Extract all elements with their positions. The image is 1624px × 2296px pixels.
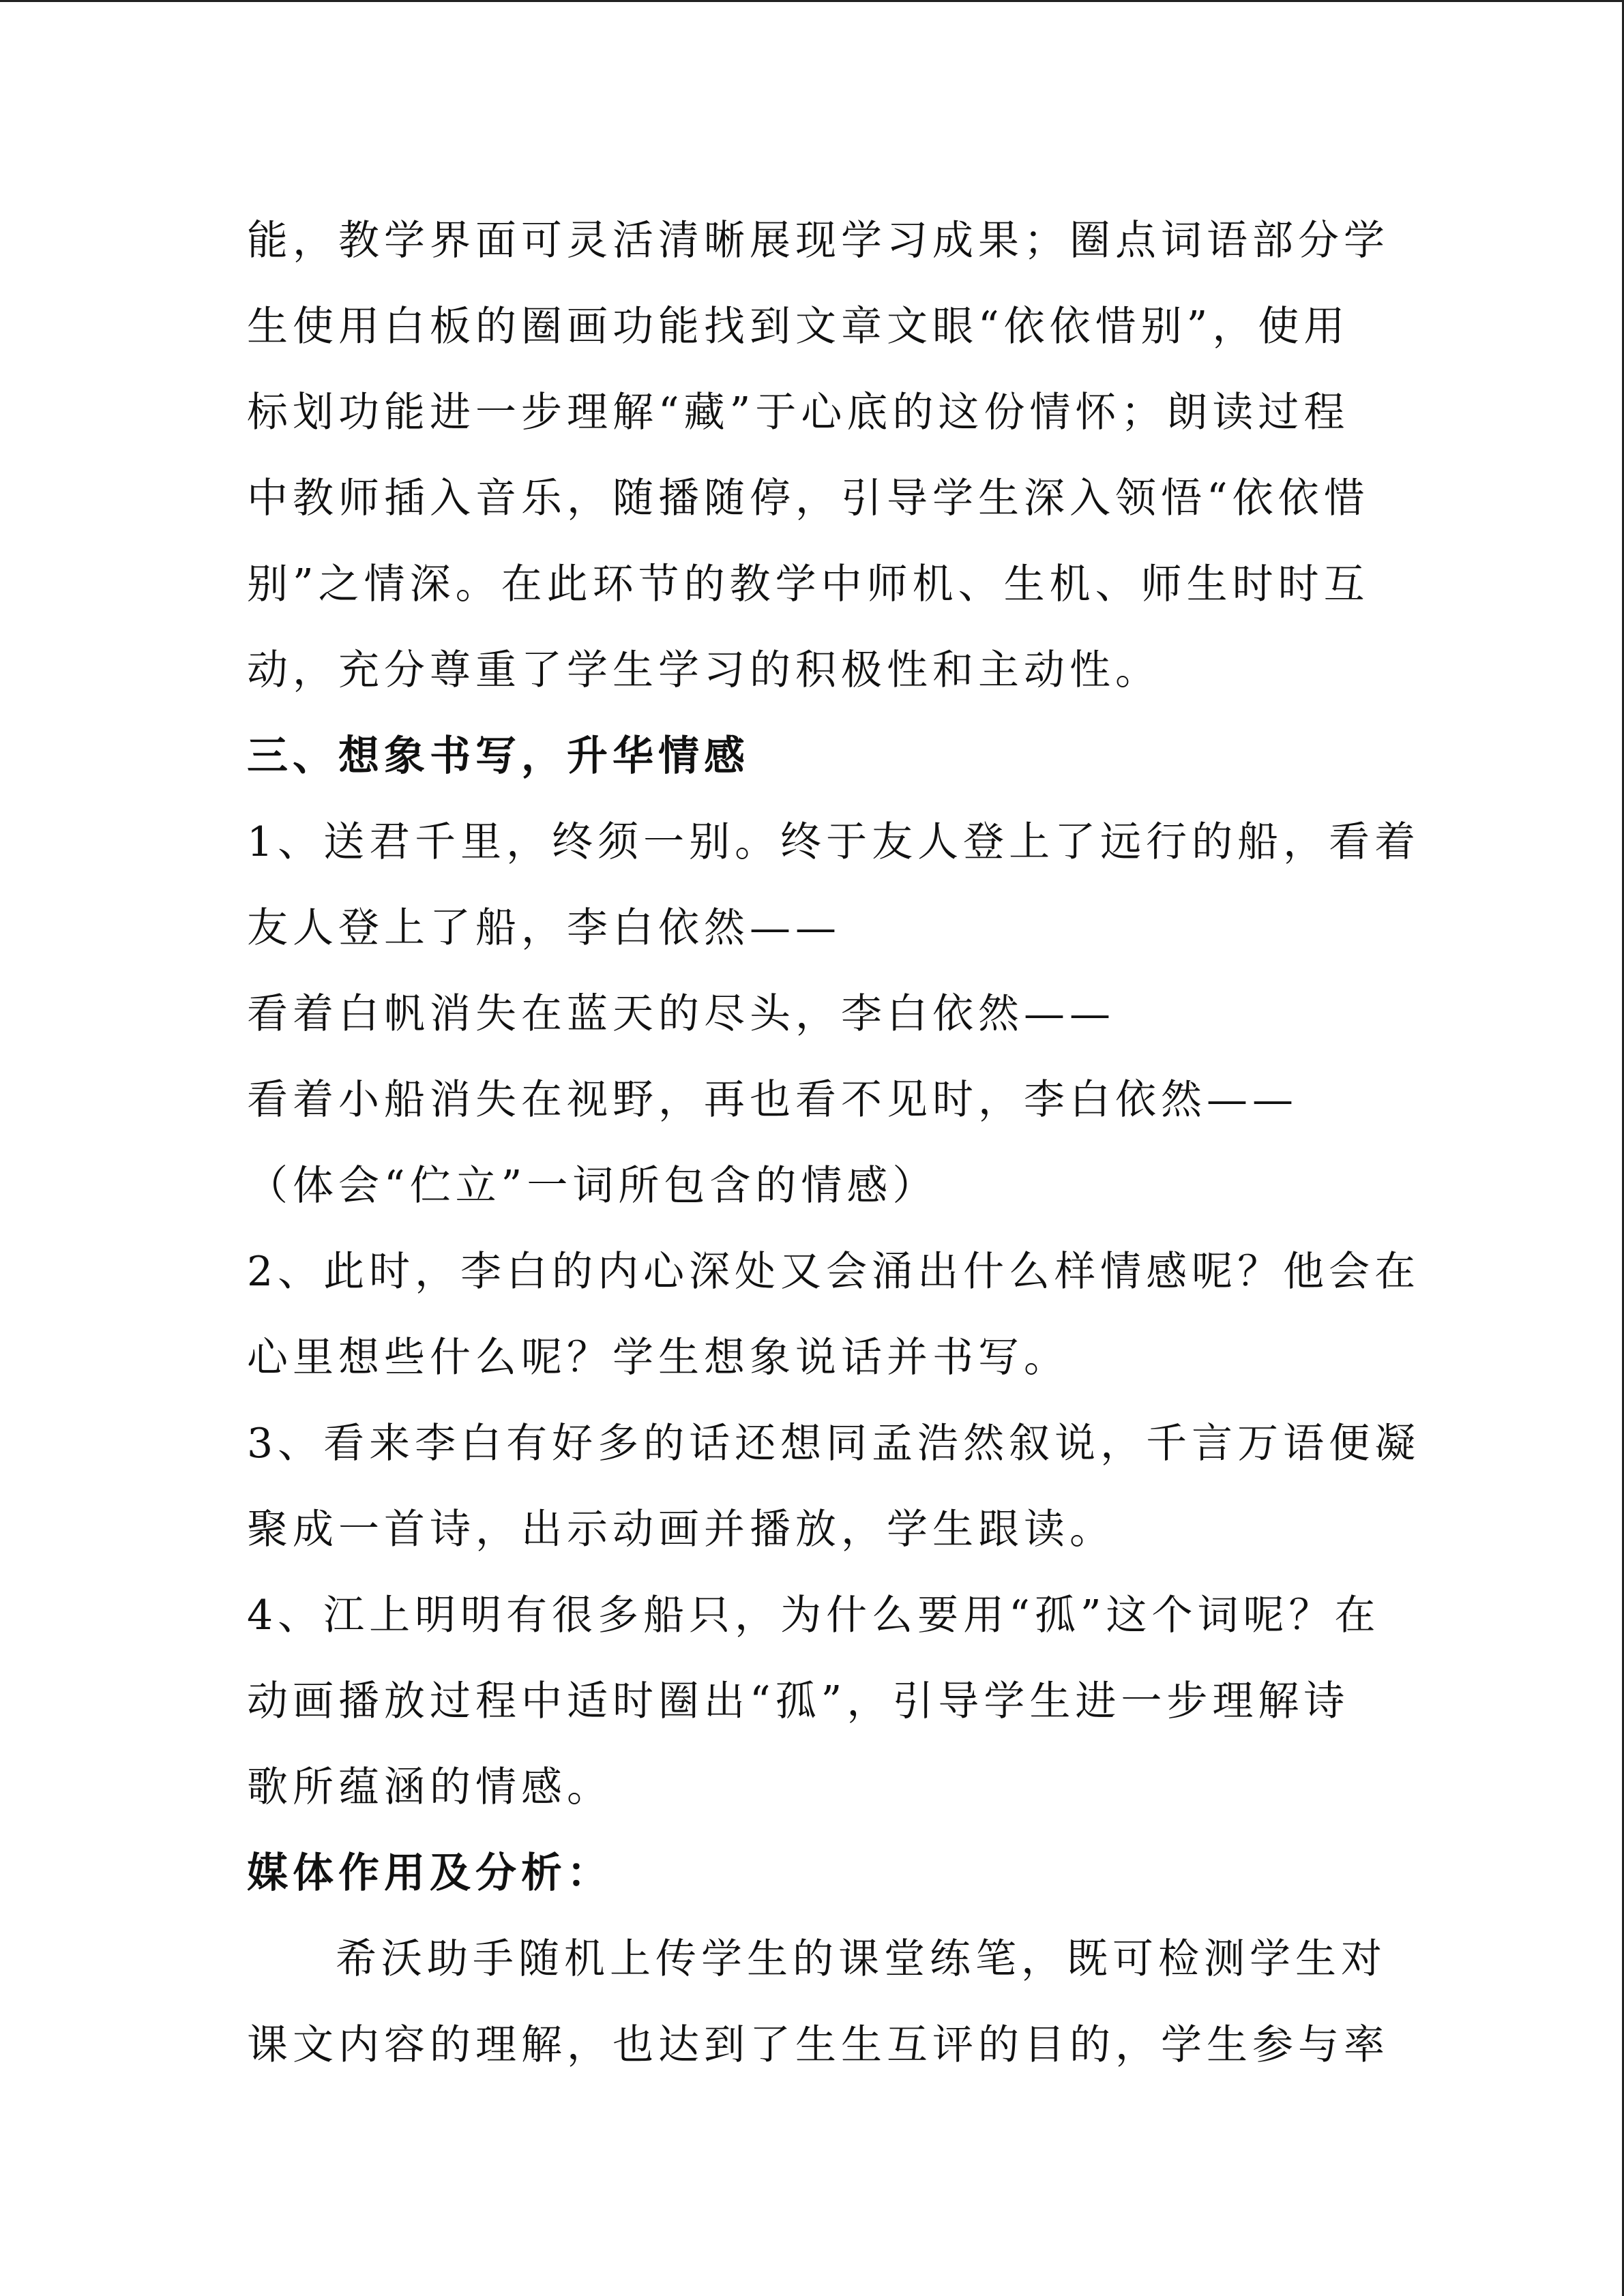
- body-line: 希沃助手随机上传学生的课堂练笔，既可检测学生对: [336, 1935, 1387, 1983]
- body-line: 中教师插入音乐，随播随停，引导学生深入领悟“依依惜: [247, 475, 1370, 522]
- body-line: 看着小船消失在视野，再也看不见时，李白依然——: [247, 1076, 1298, 1124]
- list-item-line: 3、看来李白有好多的话还想同孟浩然叙说，千言万语便凝: [247, 1420, 1421, 1467]
- list-item-line: 1、送君千里，终须一别。终于友人登上了远行的船，看着: [247, 818, 1421, 866]
- body-line: 能，教学界面可灵活清晰展现学习成果；圈点词语部分学: [247, 217, 1389, 265]
- body-line: 标划功能进一步理解“藏”于心底的这份情怀；朗读过程: [247, 389, 1350, 436]
- list-item-line: 聚成一首诗，出示动画并播放，学生跟读。: [247, 1506, 1115, 1553]
- list-item-line: 动画播放过程中适时圈出“孤”，引导学生进一步理解诗: [247, 1678, 1350, 1725]
- list-item-line: 歌所蕴涵的情感。: [247, 1763, 612, 1811]
- document-body: [247, 198, 1421, 2088]
- body-line: 课文内容的理解，也达到了生生互评的目的，学生参与率: [247, 2021, 1389, 2069]
- body-line: 生使用白板的圈画功能找到文章文眼“依依惜别”，使用: [247, 303, 1350, 351]
- list-item-line: 2、此时，李白的内心深处又会涌出什么样情感呢？他会在: [247, 1248, 1421, 1296]
- list-item-line: 友人登上了船，李白依然——: [247, 904, 841, 952]
- analysis-heading: 媒体作用及分析：: [247, 1849, 612, 1897]
- page-border-top: [0, 0, 1624, 2]
- list-item-line: 4、江上明明有很多船只，为什么要用“孤”这个词呢？在: [247, 1592, 1381, 1639]
- body-line: 动，充分尊重了学生学习的积极性和主动性。: [247, 646, 1161, 694]
- note-line: （体会“伫立”一词所包含的情感）: [247, 1162, 939, 1210]
- list-item-line: 心里想些什么呢？学生想象说话并书写。: [247, 1334, 1069, 1382]
- body-line: 看着白帆消失在蓝天的尽头，李白依然——: [247, 990, 1115, 1038]
- section-heading: 三、想象书写，升华情感: [247, 732, 750, 780]
- body-line: 别”之情深。在此环节的教学中师机、生机、师生时时互: [247, 561, 1370, 608]
